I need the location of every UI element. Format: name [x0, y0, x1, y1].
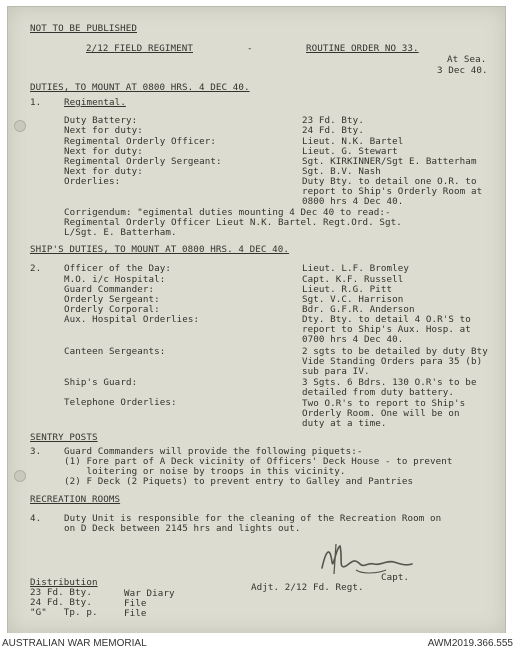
duty-label: Guard Commander: [64, 284, 155, 295]
duty-value-cont: detailed from duty battery. [302, 387, 455, 398]
duty-value: 3 Sgts. 6 Bdrs. 130 O.R's to be [302, 377, 477, 388]
duty-label: Orderly Corporal: [64, 304, 160, 315]
section-3-title: SENTRY POSTS [30, 432, 98, 443]
duty-label: Next for duty: [64, 166, 143, 177]
duty-value: Duty Bty. to detail one O.R. to [302, 176, 477, 187]
duty-label: Orderly Sergeant: [64, 294, 160, 305]
location: At Sea. [447, 54, 487, 65]
corrigendum-line: L/Sgt. E. Batterham. [64, 227, 177, 238]
duty-value: Sgt. KIRKINNER/Sgt E. Batterham [302, 156, 477, 167]
duty-value: 24 Fd. Bty. [302, 125, 364, 136]
duty-value-cont: report to Ship's Orderly Room at [302, 186, 483, 197]
distribution-item: 23 Fd. Bty. [30, 587, 92, 598]
signature-rank: Capt. [381, 572, 410, 583]
punch-hole [14, 470, 26, 482]
duty-label: Canteen Sergeants: [64, 346, 166, 357]
duty-label: Ship's Guard: [64, 377, 138, 388]
distribution-title: Distribution [30, 577, 98, 588]
duty-value-cont: report to Ship's Aux. Hosp. at [302, 324, 471, 335]
corrigendum-line: Corrigendum: "egimental duties mounting 4 Dec 40 to read:- [64, 207, 391, 218]
section-2-number: 2. [30, 263, 42, 274]
recreation-line: Duty Unit is responsible for the cleaning of the Recreation Room on [64, 513, 442, 524]
punch-hole [14, 120, 26, 132]
duty-value-cont: duty at a time. [302, 418, 387, 429]
sentry-line: loitering or noise by troops in this vicinity. [64, 466, 346, 477]
section-2-title: SHIP'S DUTIES, TO MOUNT AT 0800 HRS. 4 DEC 40. [30, 244, 290, 255]
footer-credit: AUSTRALIAN WAR MEMORIAL [2, 638, 147, 649]
order-number: ROUTINE ORDER NO 33. [306, 43, 419, 54]
duty-value-cont: sub para IV. [302, 366, 370, 377]
footer-bar [0, 633, 517, 653]
section-4-title: RECREATION ROOMS [30, 494, 121, 505]
duty-value: Bdr. G.F.R. Anderson [302, 304, 415, 315]
corrigendum-line: Regimental Orderly Officer Lieut N.K. Bartel. Regt.Ord. Sgt. [64, 217, 402, 228]
duty-value: Lieut. G. Stewart [302, 146, 398, 157]
distribution-item: War Diary [124, 588, 175, 599]
sentry-line: (2) F Deck (2 Piquets) to prevent entry to Galley and Pantries [64, 476, 414, 487]
distribution-item: File [124, 608, 147, 619]
section-1-number: 1. [30, 97, 42, 108]
sentry-line: (1) Fore part of A Deck vicinity of Officers' Deck House - to prevent [64, 456, 453, 467]
recreation-line: on D Deck between 2145 hrs and lights out. [64, 523, 301, 534]
duty-label: M.O. i/c Hospital: [64, 274, 166, 285]
duty-value: Lieut. L.F. Bromley [302, 263, 409, 274]
unit-title: 2/12 FIELD REGIMENT [86, 43, 193, 54]
section-1-title: DUTIES, TO MOUNT AT 0800 HRS. 4 DEC 40. [30, 82, 250, 93]
header-dash: - [247, 43, 253, 54]
duty-value: 2 sgts to be detailed by duty Bty [302, 346, 488, 357]
duty-value: Capt. K.F. Russell [302, 274, 404, 285]
duty-value: Dty. Bty. to detail 4 O.R'S to [302, 314, 471, 325]
duty-value: 23 Fd. Bty. [302, 115, 364, 126]
duty-label: Duty Battery: [64, 115, 138, 126]
classification-label: NOT TO BE PUBLISHED [30, 23, 137, 34]
section-3-number: 3. [30, 446, 42, 457]
distribution-item: 24 Fd. Bty. [30, 597, 92, 608]
sentry-line: Guard Commanders will provide the following piquets:- [64, 446, 363, 457]
duty-label: Regimental Orderly Officer: [64, 136, 217, 147]
duty-label: Officer of the Day: [64, 263, 171, 274]
duty-value: Sgt. V.C. Harrison [302, 294, 404, 305]
distribution-item: File [124, 598, 147, 609]
duty-value-cont: 0700 hrs 4 Dec 40. [302, 334, 404, 345]
duty-label: Next for duty: [64, 146, 143, 157]
duty-value: Sgt. B.V. Nash [302, 166, 381, 177]
duty-label: Next for duty: [64, 125, 143, 136]
duty-value: Lieut. N.K. Bartel [302, 136, 404, 147]
duty-value: Lieut. R.G. Pitt [302, 284, 393, 295]
distribution-item: "G" Tp. p. [30, 607, 98, 618]
signature-appointment: Adjt. 2/12 Fd. Regt. [251, 582, 364, 593]
duty-label: Aux. Hospital Orderlies: [64, 314, 200, 325]
duty-value: Two O.R's to report to Ship's [302, 398, 466, 409]
duty-label: Telephone Orderlies: [64, 397, 177, 408]
footer-accession: AWM2019.366.555 [427, 638, 513, 649]
duty-value-cont: Vide Standing Orders para 35 (b) [302, 356, 483, 367]
duty-value-cont: 0800 hrs 4 Dec 40. [302, 196, 404, 207]
duty-label: Orderlies: [64, 176, 121, 187]
section-4-number: 4. [30, 513, 42, 524]
section-1-subtitle: Regimental. [64, 97, 126, 108]
order-date: 3 Dec 40. [437, 65, 488, 76]
duty-value-cont: Orderly Room. One will be on [302, 408, 460, 419]
duty-label: Regimental Orderly Sergeant: [64, 156, 222, 167]
